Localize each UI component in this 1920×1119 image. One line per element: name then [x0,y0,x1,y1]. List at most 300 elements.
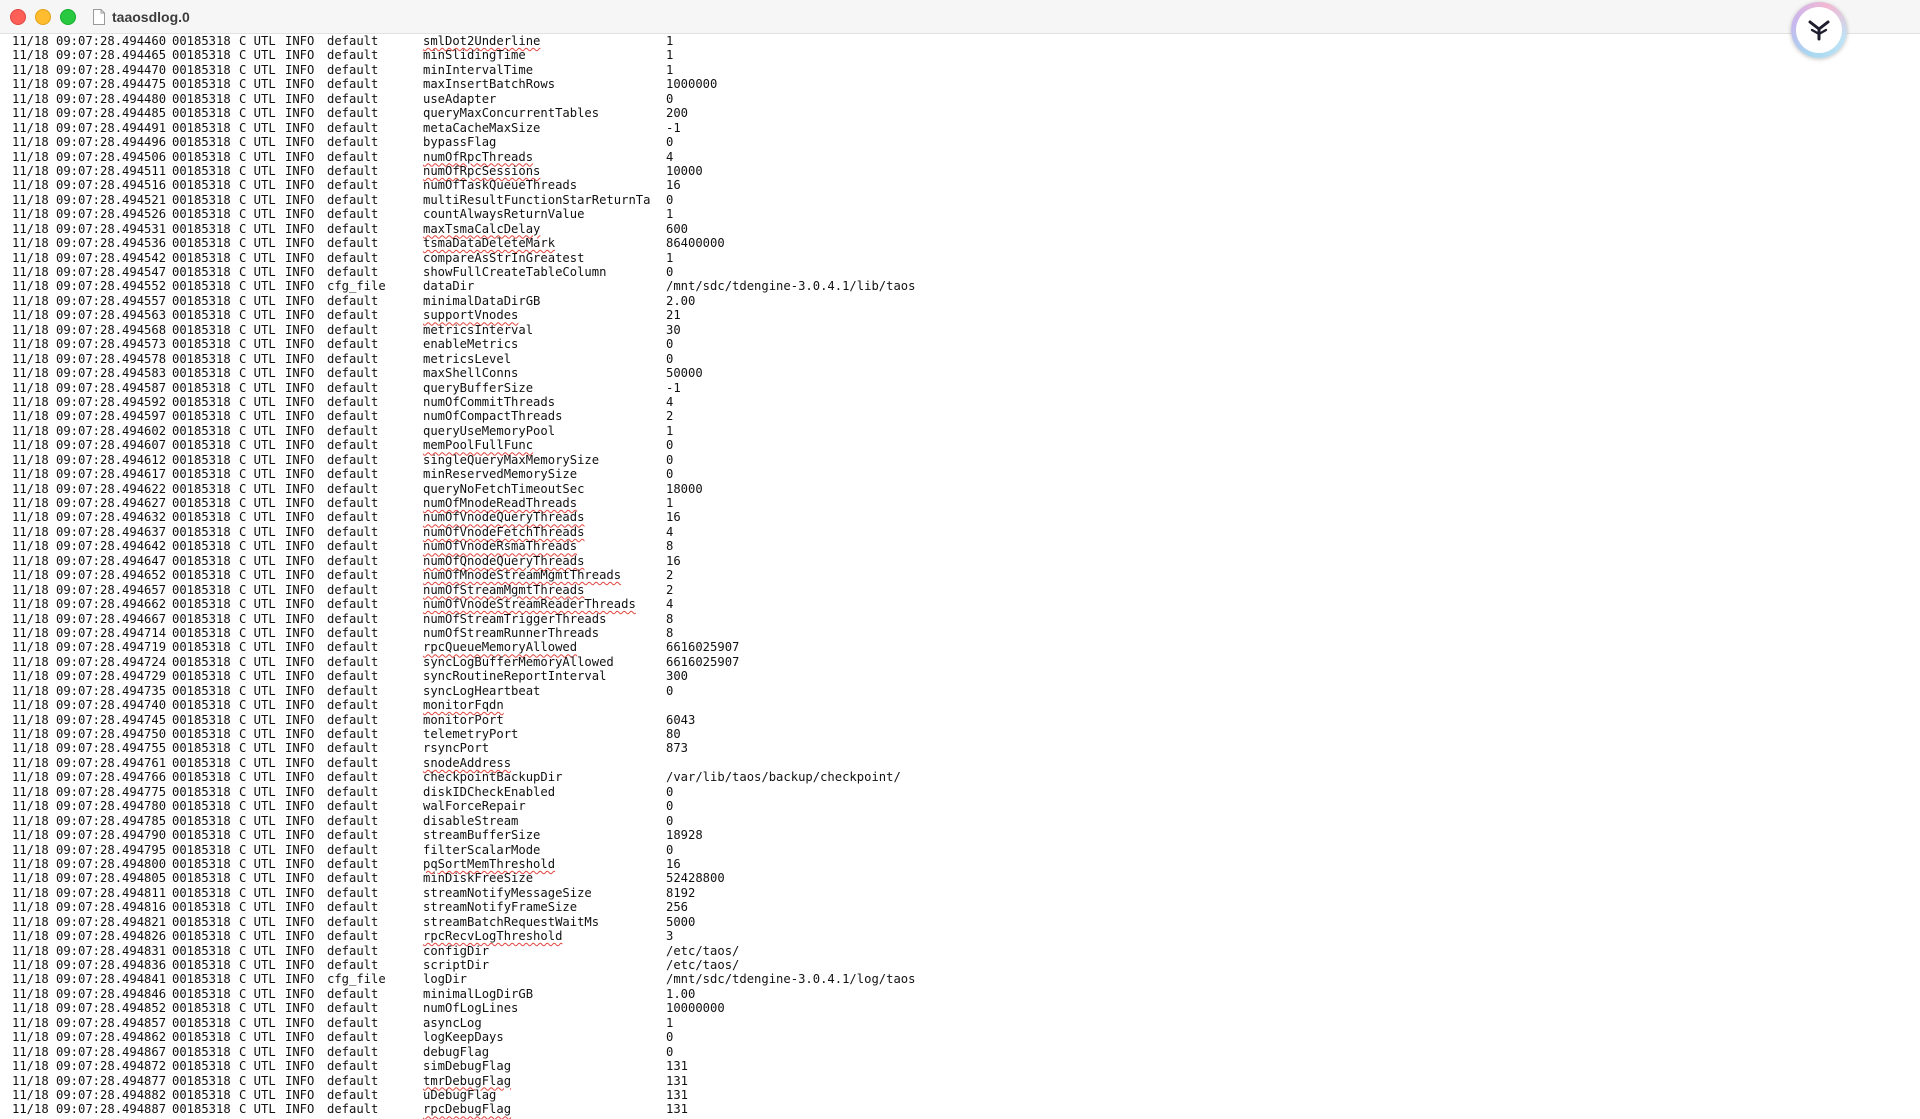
log-thread-id: 00185318 [172,871,231,886]
log-line [0,121,1920,135]
config-key: numOfCompactThreads [423,409,563,424]
log-date: 11/18 [12,409,49,424]
log-thread-id: 00185318 [172,510,231,525]
log-module: C UTL [239,698,276,713]
log-time: 09:07:28.494465 [56,48,167,63]
log-source: default [327,1044,379,1059]
log-source: default [327,856,379,871]
log-date: 11/18 [12,885,49,900]
log-level: INFO [285,496,315,510]
log-source: default [327,568,379,583]
log-level: INFO [285,856,315,871]
log-time: 09:07:28.494506 [56,149,167,164]
config-key: maxShellConns [423,366,519,381]
log-thread-id: 00185318 [172,322,231,337]
log-thread-id: 00185318 [172,178,231,193]
config-value: 6616025907 [666,640,740,655]
log-line [0,164,1920,178]
log-level: INFO [285,683,315,698]
log-date: 11/18 [12,510,49,525]
log-date: 11/18 [12,553,49,568]
log-level: INFO [285,91,315,106]
config-value: 30 [666,322,681,337]
log-thread-id: 00185318 [172,380,231,395]
log-thread-id: 00185318 [172,91,231,106]
log-level: INFO [285,62,315,77]
log-line [0,453,1920,467]
log-time: 09:07:28.494480 [56,91,167,106]
log-module: C UTL [239,871,276,886]
log-thread-id: 00185318 [172,524,231,539]
log-time: 09:07:28.494460 [56,34,167,48]
log-time: 09:07:28.494516 [56,178,167,193]
log-time: 09:07:28.494745 [56,712,167,727]
log-thread-id: 00185318 [172,582,231,597]
config-value: 2 [666,582,674,597]
log-time: 09:07:28.494647 [56,553,167,568]
log-thread-id: 00185318 [172,77,231,92]
config-key: diskIDCheckEnabled [423,784,556,799]
log-date: 11/18 [12,856,49,871]
log-date: 11/18 [12,366,49,381]
config-value: 0 [666,135,674,150]
log-line [0,1030,1920,1044]
config-value: /var/lib/taos/backup/checkpoint/ [666,770,901,785]
log-module: C UTL [239,842,276,857]
log-source: default [327,1073,379,1088]
log-source: default [327,958,379,972]
config-key: rpcQueueMemoryAllowed [423,640,578,655]
log-source: default [327,481,379,496]
log-module: C UTL [239,62,276,77]
log-level: INFO [285,236,315,251]
log-line [0,1088,1920,1102]
log-level: INFO [285,394,315,409]
config-key: maxInsertBatchRows [423,77,556,92]
config-key: telemetryPort [423,727,519,741]
log-level: INFO [285,828,315,843]
config-key: dataDir [423,279,475,294]
config-value: 8192 [666,885,696,900]
log-date: 11/18 [12,900,49,915]
log-source: default [327,409,379,424]
log-time: 09:07:28.494836 [56,958,167,972]
config-value: 0 [666,192,674,207]
config-value: 8 [666,539,674,554]
log-line [0,178,1920,192]
log-time: 09:07:28.494536 [56,236,167,251]
log-time: 09:07:28.494597 [56,409,167,424]
log-thread-id: 00185318 [172,438,231,453]
log-date: 11/18 [12,34,49,48]
log-thread-id: 00185318 [172,34,231,48]
log-source: default [327,467,379,482]
log-level: INFO [285,611,315,626]
log-source: default [327,77,379,92]
log-date: 11/18 [12,799,49,814]
log-level: INFO [285,1030,315,1045]
log-thread-id: 00185318 [172,221,231,236]
log-source: default [327,423,379,438]
config-key: metricsInterval [423,322,534,337]
log-source: default [327,611,379,626]
log-date: 11/18 [12,77,49,92]
log-level: INFO [285,481,315,496]
config-key: countAlwaysReturnValue [423,207,585,222]
config-key: multiResultFunctionStarReturnTa [423,192,651,207]
log-time: 09:07:28.494587 [56,380,167,395]
log-module: C UTL [239,366,276,381]
config-value: 131 [666,1073,689,1088]
log-thread-id: 00185318 [172,799,231,814]
log-thread-id: 00185318 [172,1073,231,1088]
log-line [0,785,1920,799]
config-value: /etc/taos/ [666,958,740,972]
log-level: INFO [285,597,315,612]
log-module: C UTL [239,986,276,1001]
log-line [0,496,1920,510]
log-module: C UTL [239,856,276,871]
log-line [0,92,1920,106]
log-time: 09:07:28.494568 [56,322,167,337]
config-key: scriptDir [423,958,490,972]
log-source: default [327,770,379,785]
log-line [0,424,1920,438]
config-value: 873 [666,741,689,756]
log-module: C UTL [239,799,276,814]
log-time: 09:07:28.494862 [56,1030,167,1045]
log-thread-id: 00185318 [172,972,231,987]
log-source: default [327,337,379,352]
log-source: default [327,943,379,958]
log-source: default [327,986,379,1001]
log-date: 11/18 [12,524,49,539]
config-value: 2 [666,568,674,583]
log-source: default [327,597,379,612]
log-time: 09:07:28.494542 [56,250,167,265]
log-thread-id: 00185318 [172,423,231,438]
log-date: 11/18 [12,986,49,1001]
log-date: 11/18 [12,192,49,207]
config-value: /etc/taos/ [666,943,740,958]
config-key: numOfVnodeQueryThreads [423,510,585,525]
log-date: 11/18 [12,337,49,352]
log-line [0,222,1920,236]
log-line [0,207,1920,221]
log-level: INFO [285,34,315,48]
config-value: 16 [666,856,681,871]
config-value: 0 [666,842,674,857]
log-thread-id: 00185318 [172,409,231,424]
log-level: INFO [285,1001,315,1016]
log-thread-id: 00185318 [172,1059,231,1074]
log-thread-id: 00185318 [172,236,231,251]
log-line [0,381,1920,395]
log-line [0,554,1920,568]
log-date: 11/18 [12,265,49,279]
config-key: supportVnodes [423,308,519,323]
log-line [0,900,1920,914]
log-module: C UTL [239,48,276,63]
log-time: 09:07:28.494642 [56,539,167,554]
log-source: default [327,625,379,640]
log-date: 11/18 [12,351,49,366]
config-key: numOfQnodeQueryThreads [423,553,585,568]
log-date: 11/18 [12,207,49,222]
log-module: C UTL [239,683,276,698]
log-module: C UTL [239,192,276,207]
log-date: 11/18 [12,871,49,886]
log-level: INFO [285,900,315,915]
log-thread-id: 00185318 [172,842,231,857]
config-value: 8 [666,611,674,626]
log-line [0,669,1920,683]
log-source: default [327,380,379,395]
log-date: 11/18 [12,452,49,467]
log-source: default [327,366,379,381]
log-line [0,1001,1920,1015]
config-key: monitorPort [423,712,504,727]
config-value: 1 [666,1015,674,1030]
log-thread-id: 00185318 [172,452,231,467]
config-value: 131 [666,1059,689,1074]
log-line [0,684,1920,698]
log-source: default [327,582,379,597]
log-thread-id: 00185318 [172,654,231,669]
log-module: C UTL [239,828,276,843]
config-key: streamNotifyMessageSize [423,885,592,900]
log-date: 11/18 [12,755,49,770]
config-key: metaCacheMaxSize [423,120,541,135]
config-key: asyncLog [423,1015,482,1030]
config-key: queryNoFetchTimeoutSec [423,481,585,496]
log-module: C UTL [239,524,276,539]
log-module: C UTL [239,755,276,770]
log-text-area[interactable] [0,34,1920,1119]
log-module: C UTL [239,669,276,684]
log-thread-id: 00185318 [172,250,231,265]
log-date: 11/18 [12,698,49,713]
log-date: 11/18 [12,770,49,785]
log-time: 09:07:28.494475 [56,77,167,92]
log-module: C UTL [239,914,276,929]
config-key: pqSortMemThreshold [423,856,556,871]
log-thread-id: 00185318 [172,1030,231,1045]
config-key: numOfLogLines [423,1001,519,1016]
assistant-logo-button[interactable] [1791,2,1847,58]
minimize-window-button[interactable] [35,9,51,25]
log-date: 11/18 [12,597,49,612]
log-level: INFO [285,452,315,467]
log-source: cfg_file [327,972,386,987]
log-level: INFO [285,438,315,453]
log-time: 09:07:28.494526 [56,207,167,222]
log-module: C UTL [239,467,276,482]
log-time: 09:07:28.494811 [56,885,167,900]
config-value: 16 [666,510,681,525]
log-date: 11/18 [12,654,49,669]
log-date: 11/18 [12,423,49,438]
config-value: 4 [666,149,674,164]
log-module: C UTL [239,568,276,583]
log-time: 09:07:28.494831 [56,943,167,958]
config-key: debugFlag [423,1044,490,1059]
close-window-button[interactable] [10,9,26,25]
config-key: streamNotifyFrameSize [423,900,578,915]
log-source: default [327,438,379,453]
log-module: C UTL [239,236,276,251]
config-key: numOfVnodeFetchThreads [423,524,585,539]
log-module: C UTL [239,394,276,409]
config-key: memPoolFullFunc [423,438,534,453]
log-line [0,597,1920,611]
config-value: 1000000 [666,77,718,92]
log-line [0,77,1920,91]
log-level: INFO [285,192,315,207]
config-key: syncLogBufferMemoryAllowed [423,654,614,669]
zoom-window-button[interactable] [60,9,76,25]
log-level: INFO [285,539,315,554]
log-time: 09:07:28.494637 [56,524,167,539]
log-level: INFO [285,1073,315,1088]
log-module: C UTL [239,207,276,222]
log-thread-id: 00185318 [172,106,231,121]
log-time: 09:07:28.494775 [56,784,167,799]
log-module: C UTL [239,640,276,655]
log-line [0,640,1920,654]
config-value: 4 [666,597,674,612]
config-value: 0 [666,351,674,366]
log-line [0,626,1920,640]
log-line [0,63,1920,77]
config-key: minimalLogDirGB [423,986,534,1001]
config-value: 4 [666,524,674,539]
log-time: 09:07:28.494714 [56,625,167,640]
config-value: 1 [666,62,674,77]
config-key: numOfTaskQueueThreads [423,178,578,193]
log-module: C UTL [239,885,276,900]
log-thread-id: 00185318 [172,467,231,482]
log-line [0,294,1920,308]
log-level: INFO [285,322,315,337]
log-module: C UTL [239,1015,276,1030]
log-time: 09:07:28.494795 [56,842,167,857]
log-level: INFO [285,871,315,886]
log-thread-id: 00185318 [172,1102,231,1117]
title-bar [0,0,1920,34]
log-time: 09:07:28.494602 [56,423,167,438]
log-source: default [327,741,379,756]
log-line [0,395,1920,409]
config-value: 600 [666,221,689,236]
log-time: 09:07:28.494612 [56,452,167,467]
log-thread-id: 00185318 [172,337,231,352]
config-key: syncLogHeartbeat [423,683,541,698]
log-time: 09:07:28.494826 [56,929,167,944]
document-icon [93,9,105,25]
config-value: 0 [666,91,674,106]
config-value: 0 [666,813,674,828]
config-key: numOfStreamRunnerThreads [423,625,600,640]
log-thread-id: 00185318 [172,813,231,828]
config-value: 8 [666,625,674,640]
config-key: useAdapter [423,91,497,106]
log-level: INFO [285,250,315,265]
log-source: default [327,669,379,684]
log-level: INFO [285,308,315,323]
log-line [0,34,1920,48]
log-line [0,409,1920,423]
log-thread-id: 00185318 [172,943,231,958]
log-time: 09:07:28.494882 [56,1087,167,1102]
config-key: numOfMnodeStreamMgmtThreads [423,568,622,583]
log-module: C UTL [239,1073,276,1088]
config-key: bypassFlag [423,135,497,150]
config-key: uDebugFlag [423,1087,497,1102]
log-date: 11/18 [12,149,49,164]
config-key: showFullCreateTableColumn [423,265,607,279]
log-date: 11/18 [12,91,49,106]
log-module: C UTL [239,34,276,48]
config-value: 0 [666,438,674,453]
log-level: INFO [285,712,315,727]
log-line [0,467,1920,481]
log-level: INFO [285,640,315,655]
log-date: 11/18 [12,640,49,655]
log-source: default [327,510,379,525]
log-thread-id: 00185318 [172,192,231,207]
log-module: C UTL [239,149,276,164]
log-date: 11/18 [12,842,49,857]
log-source: default [327,654,379,669]
log-thread-id: 00185318 [172,683,231,698]
log-date: 11/18 [12,727,49,741]
log-thread-id: 00185318 [172,741,231,756]
config-key: minSlidingTime [423,48,526,63]
log-level: INFO [285,770,315,785]
config-value: 0 [666,467,674,482]
log-level: INFO [285,48,315,63]
log-date: 11/18 [12,1073,49,1088]
log-level: INFO [285,524,315,539]
log-source: default [327,178,379,193]
log-module: C UTL [239,380,276,395]
log-date: 11/18 [12,683,49,698]
log-date: 11/18 [12,611,49,626]
log-level: INFO [285,467,315,482]
log-thread-id: 00185318 [172,784,231,799]
log-thread-id: 00185318 [172,308,231,323]
config-value: 10000 [666,163,703,178]
log-level: INFO [285,423,315,438]
log-module: C UTL [239,929,276,944]
log-thread-id: 00185318 [172,293,231,308]
log-line [0,1074,1920,1088]
log-level: INFO [285,366,315,381]
config-value: 6043 [666,712,696,727]
log-source: default [327,1059,379,1074]
log-line [0,236,1920,250]
config-value: 16 [666,553,681,568]
log-module: C UTL [239,250,276,265]
log-level: INFO [285,178,315,193]
log-thread-id: 00185318 [172,539,231,554]
log-source: default [327,34,379,48]
log-module: C UTL [239,712,276,727]
log-line [0,1045,1920,1059]
config-value: -1 [666,120,681,135]
log-source: default [327,885,379,900]
